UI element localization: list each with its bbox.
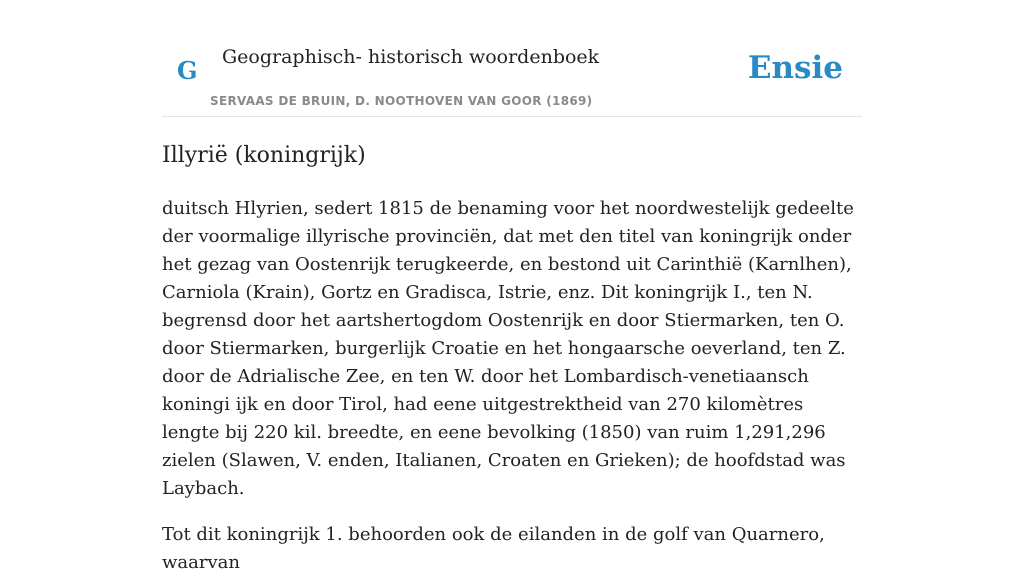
book-header [162,0,862,117]
book-logo-link[interactable]: G [177,56,198,85]
page-container [162,0,862,577]
book-authors: SERVAAS DE BRUIN, D. NOOTHOVEN VAN GOOR (1869) [210,94,593,108]
book-title-link[interactable]: Geographisch- historisch woordenboek [222,46,600,68]
entry-title: Illyrië (koningrijk) [162,143,366,168]
entry-paragraph: duitsch Hlyrien, sedert 1815 de benaming voor het noordwestelijk gedeelte der voormalige illyrische provinciën, dat met den titel van koningrijk onder het gezag van Oostenrijk terugkeerde, en bestond uit Carinthië (Karnlhen), Carniola (Krain), Gortz en Gradisca, Istrie, enz. Dit koningrijk I., ten N. begrensd door het aartshertogdom Oostenrijk en door Stiermarken, ten O. door Stiermarken, burgerlijk Croatie en het hongaarsche oeverland, ten Z. door de Adrialische Zee, en ten W. door het Lombardisch-venetiaansch koningi ijk en door Tirol, had eene uitgestrektheid van 270 kilomètres lengte bij 220 kil. breedte, en eene bevolking (1850) van ruim 1,291,296 zielen (Slawen, V. enden, Italianen, Croaten en Grieken); de hoofdstad was Laybach. [162,198,854,499]
entry-paragraph: Tot dit koningrijk 1. behoorden ook de eilanden in de golf van Quarnero, waarvan [162,524,825,573]
ensie-brand-logo[interactable]: Ensie [747,50,843,86]
entry-body [162,195,862,577]
